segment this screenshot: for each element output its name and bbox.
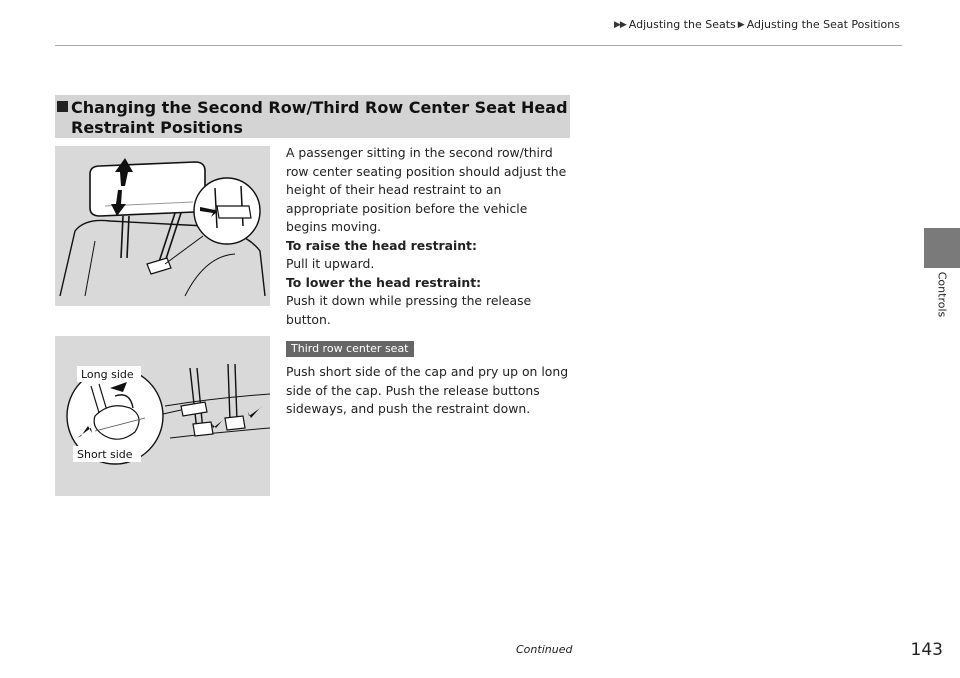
long-side-label: Long side bbox=[81, 368, 134, 381]
short-side-label: Short side bbox=[77, 448, 133, 461]
section-tab-marker[interactable] bbox=[924, 228, 960, 268]
lower-heading: To lower the head restraint: bbox=[286, 274, 482, 290]
chevron-right-icon: ▶ bbox=[737, 19, 745, 30]
breadcrumb bbox=[614, 18, 900, 31]
section-title-line2: Restraint Positions bbox=[71, 118, 243, 137]
raise-text: Pull it upward. bbox=[286, 256, 375, 271]
double-chevron-right-icon: ▶▶ bbox=[613, 19, 626, 30]
section-title-line1: Changing the Second Row/Third Row Center Seat Head bbox=[71, 98, 568, 117]
third-row-badge: Third row center seat bbox=[286, 341, 414, 357]
page-number: 143 bbox=[910, 640, 943, 660]
side-tab-text: Controls bbox=[935, 271, 949, 317]
breadcrumb-item-seats[interactable]: Adjusting the Seats bbox=[628, 18, 736, 31]
lower-text: Push it down while pressing the release button. bbox=[286, 293, 532, 327]
intro-paragraph: A passenger sitting in the second row/third row center seating position should adjust the height of their head restraint to an appropriate position before the vehicle begins moving. bbox=[286, 145, 567, 234]
third-row-text: Push short side of the cap and pry up on long side of the cap. Push the release buttons sideways, and push the restraint down. bbox=[286, 364, 569, 416]
side-tab-label bbox=[926, 264, 958, 324]
third-row-restraint-figure bbox=[55, 336, 270, 496]
section-heading bbox=[55, 95, 570, 138]
third-row-restraint-illustration bbox=[55, 336, 270, 496]
instructions-column bbox=[286, 144, 571, 419]
breadcrumb-item-seat-positions[interactable]: Adjusting the Seat Positions bbox=[746, 18, 900, 31]
header-divider bbox=[55, 45, 902, 46]
square-bullet-icon bbox=[57, 101, 68, 112]
raise-heading: To raise the head restraint: bbox=[286, 237, 477, 253]
head-restraint-figure bbox=[55, 146, 270, 306]
continued-label[interactable]: Continued bbox=[516, 643, 573, 656]
head-restraint-illustration bbox=[55, 146, 270, 306]
